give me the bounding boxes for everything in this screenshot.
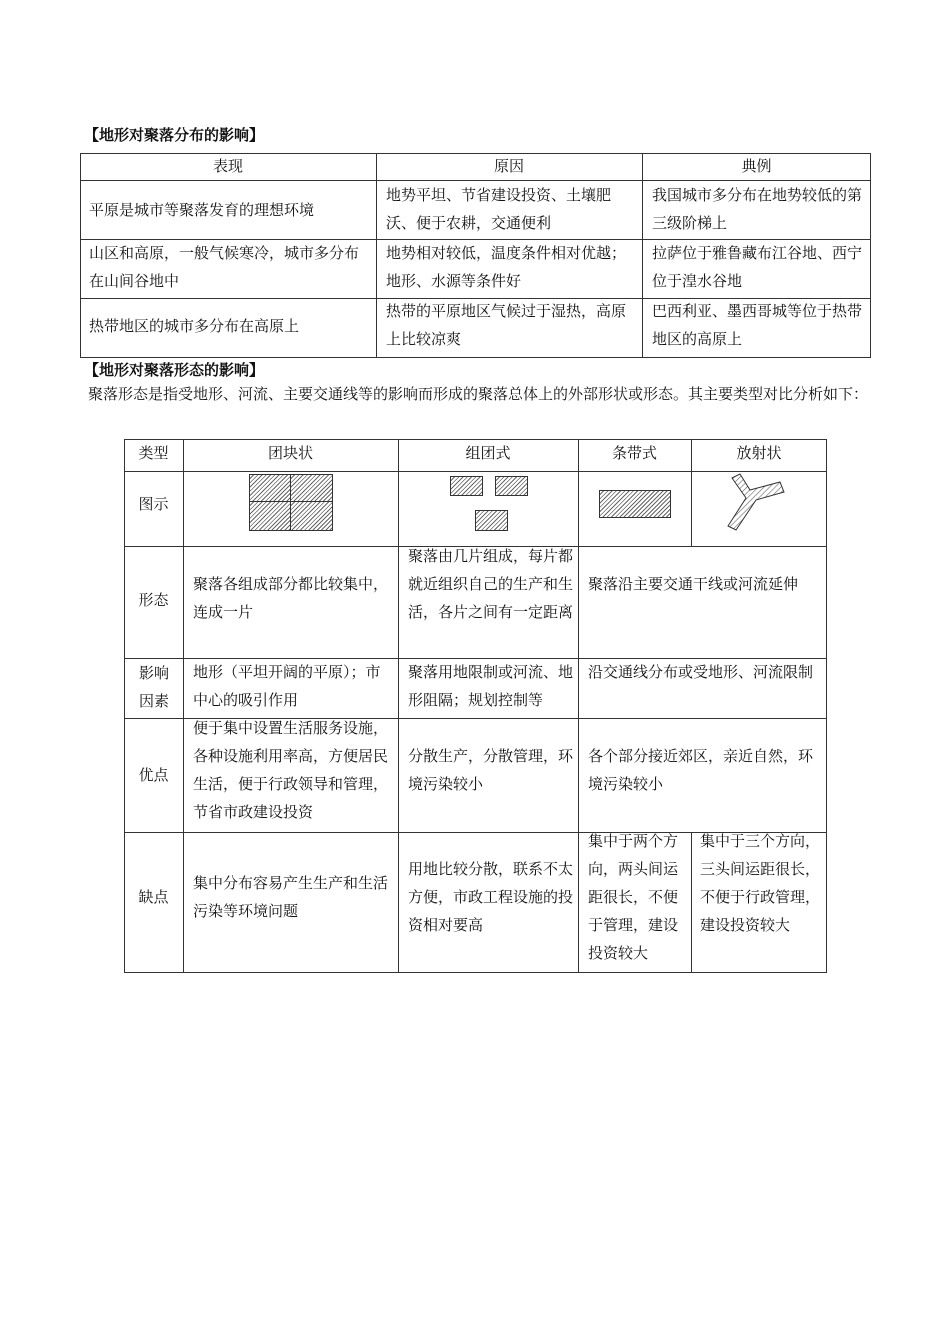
hatched-block	[450, 476, 483, 496]
hatched-block	[249, 474, 291, 502]
column-divider	[642, 153, 643, 358]
row-label: 图示	[138, 495, 169, 513]
table-cell: 分散生产，分散管理，环境污染较小	[408, 747, 574, 793]
column-header: 表现	[212, 157, 243, 175]
hatched-block	[495, 476, 528, 496]
table-cell: 用地比较分散，联系不太方便，市政工程设施的投资相对要高	[408, 860, 574, 934]
hatched-block	[290, 501, 333, 531]
table-cell: 山区和高原，一般气候寒冷，城市多分布在山间谷地中	[89, 244, 360, 290]
table-cell: 各个部分接近郊区，亲近自然，环境污染较小	[588, 747, 814, 793]
section-heading-distribution: 【地形对聚落分布的影响】	[84, 126, 265, 144]
strip-settlement-diagram	[599, 490, 671, 518]
column-header: 组团式	[465, 444, 511, 462]
column-divider	[183, 439, 184, 973]
table-cell: 拉萨位于雅鲁藏布江谷地、西宁位于湟水谷地	[652, 244, 863, 290]
intro-paragraph: 聚落形态是指受地形、河流、主要交通线等的影响而形成的聚落总体上的外部形状或形态。其主要类型对比分析如下：	[88, 385, 869, 403]
table-cell: 集中于三个方向，三头间运距很长，不便于行政管理，建设投资较大	[700, 832, 821, 934]
hatched-block	[290, 474, 333, 502]
table-cell: 平原是城市等聚落发育的理想环境	[89, 201, 315, 219]
table-cell: 聚落用地限制或河流、地形阻隔；规划控制等	[408, 663, 574, 709]
table-cell: 聚落由几片组成，每片都就近组织自己的生产和生活，各片之间有一定距离	[408, 547, 574, 621]
table-cell: 集中分布容易产生生产和生活污染等环境问题	[193, 874, 389, 920]
table-cell: 集中于两个方向，两头间运距很长，不便于管理，建设投资较大	[588, 832, 679, 962]
column-divider	[376, 153, 377, 358]
table-cell: 热带地区的城市多分布在高原上	[89, 317, 300, 335]
column-divider	[398, 439, 399, 973]
column-header: 团块状	[267, 444, 313, 462]
radial-settlement-diagram	[722, 472, 802, 534]
table-cell: 聚落各组成部分都比较集中，连成一片	[193, 575, 389, 621]
column-header: 类型	[138, 444, 169, 462]
table-cell: 热带的平原地区气候过于湿热，高原上比较凉爽	[386, 302, 627, 348]
table-cell: 聚落沿主要交通干线或河流延伸	[588, 575, 799, 593]
table-cell: 便于集中设置生活服务设施，各种设施利用率高，方便居民生活，便于行政领导和管理，节省市政建设投资	[193, 719, 389, 821]
section-heading-form: 【地形对聚落形态的影响】	[84, 361, 265, 379]
column-header: 原因	[493, 157, 524, 175]
row-label: 缺点	[138, 888, 169, 906]
table-cell: 地势平坦、节省建设投资、土壤肥沃、便于农耕，交通便利	[386, 186, 612, 232]
hatched-block	[475, 510, 508, 531]
table-cell: 我国城市多分布在地势较低的第三级阶梯上	[652, 186, 863, 232]
row-label: 优点	[138, 766, 169, 784]
column-header: 典例	[741, 157, 772, 175]
column-header: 条带式	[611, 444, 657, 462]
column-divider	[578, 439, 579, 973]
column-header: 放射状	[736, 444, 782, 462]
table-cell: 地形（平坦开阔的平原）；市中心的吸引作用	[193, 663, 381, 709]
table-cell: 地势相对较低，温度条件相对优越；地形、水源等条件好	[386, 244, 627, 290]
column-divider	[691, 832, 692, 973]
hatched-block	[249, 501, 291, 531]
table-cell: 巴西利亚、墨西哥城等位于热带地区的高原上	[652, 302, 863, 348]
table-cell: 沿交通线分布或受地形、河流限制	[588, 663, 814, 681]
row-label: 形态	[138, 591, 169, 609]
row-label: 影响因素	[138, 664, 169, 710]
